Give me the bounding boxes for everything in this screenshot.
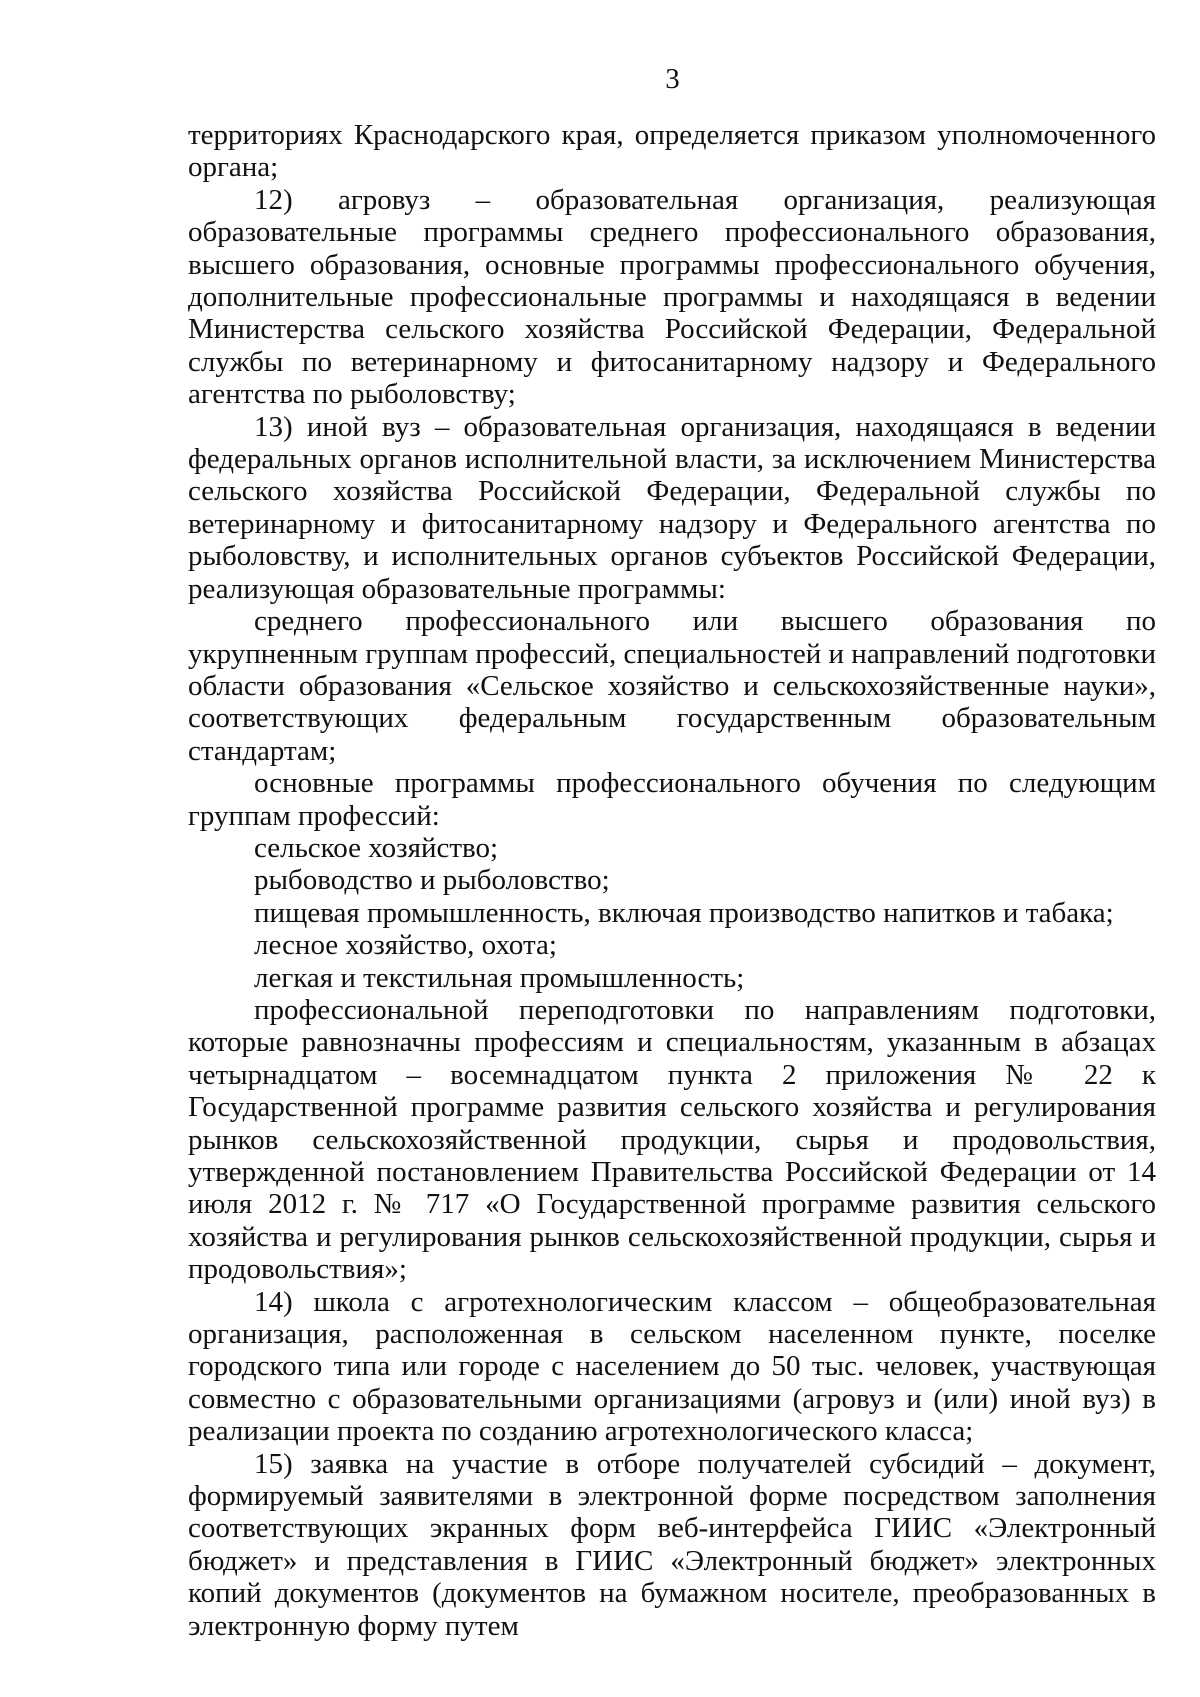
paragraph-item-14-school: 14) школа с агротехнологическим классом – общеобразовательная организация, расположенная в сельском населенном пункте, поселке городского типа или городе с населением до 50 тыс. человек, участвующая совместно с образовательными организациями (агровуз и (или) иной вуз) в реализации проекта по созданию агротехнологического класса; bbox=[188, 1285, 1156, 1448]
paragraph-item-13-other-university: 13) иной вуз – образовательная организация, находящаяся в ведении федеральных органов исполнительной власти, за исключением Министерства сельского хозяйства Российской Федерации, Федеральной службы по ветеринарному и фитосанитарному надзору и Федерального агентства по рыболовству, и исполнительных органов субъектов Российской Федерации, реализующая образовательные программы: bbox=[188, 410, 1156, 605]
list-item-agriculture: сельское хозяйство; bbox=[254, 831, 499, 864]
list-item-food-industry: пищевая промышленность, включая производство напитков и табака; bbox=[254, 896, 1114, 929]
list-item-light-industry: легкая и текстильная промышленность; bbox=[254, 961, 745, 994]
list-item-fish-farming: рыбоводство и рыболовство; bbox=[254, 864, 610, 897]
paragraph-item-15-application: 15) заявка на участие в отборе получателей субсидий – документ, формируемый заявителями в электронной форме посредством заполнения соответствующих экранных форм веб-интерфейса ГИИС «Электронный бюджет» и представления в ГИИС «Электронный бюджет» электронных копий документов (документов на бумажном носителе, преобразованных в электронную форму путем bbox=[188, 1447, 1156, 1642]
paragraph-secondary-higher-education: среднего профессионального или высшего образования по укрупненным группам профессий, специальностей и направлений подготовки области образования «Сельское хозяйство и сельскохозяйственные науки», соответствующих федеральным государственным образовательным стандартам; bbox=[188, 605, 1156, 767]
paragraph-basic-vocational-training: основные программы профессионального обучения по следующим группам профессий: bbox=[188, 767, 1156, 832]
list-item-forestry: лесное хозяйство, охота; bbox=[254, 929, 557, 962]
paragraph-professional-retraining: профессиональной переподготовки по направлениям подготовки, которые равнозначны профессиям и специальностям, указанным в абзацах четырнадцатом – восемнадцатом пункта 2 приложения № 22 к Государственной программе развития сельского хозяйства и регулирования рынков сельскохозяйственной продукции, сырья и продовольствия, утвержденной постановлением Правительства Российской Федерации от 14 июля 2012 г. № 717 «О Государственной программе развития сельского хозяйства и регулирования рынков сельскохозяйственной продукции, сырья и продовольствия»; bbox=[188, 993, 1156, 1286]
document-body bbox=[188, 119, 1156, 1642]
paragraph-continuation: территориях Краснодарского края, определяется приказом уполномоченного органа; bbox=[188, 119, 1156, 184]
paragraph-item-12-agrovuz: 12) агровуз – образовательная организация, реализующая образовательные программы среднего профессионального образования, высшего образования, основные программы профессионального обучения, дополнительные профессиональные программы и находящаяся в ведении Министерства сельского хозяйства Российской Федерации, Федеральной службы по ветеринарному и фитосанитарному надзору и Федерального агентства по рыболовству; bbox=[188, 183, 1156, 411]
page-number: 3 bbox=[665, 63, 680, 95]
